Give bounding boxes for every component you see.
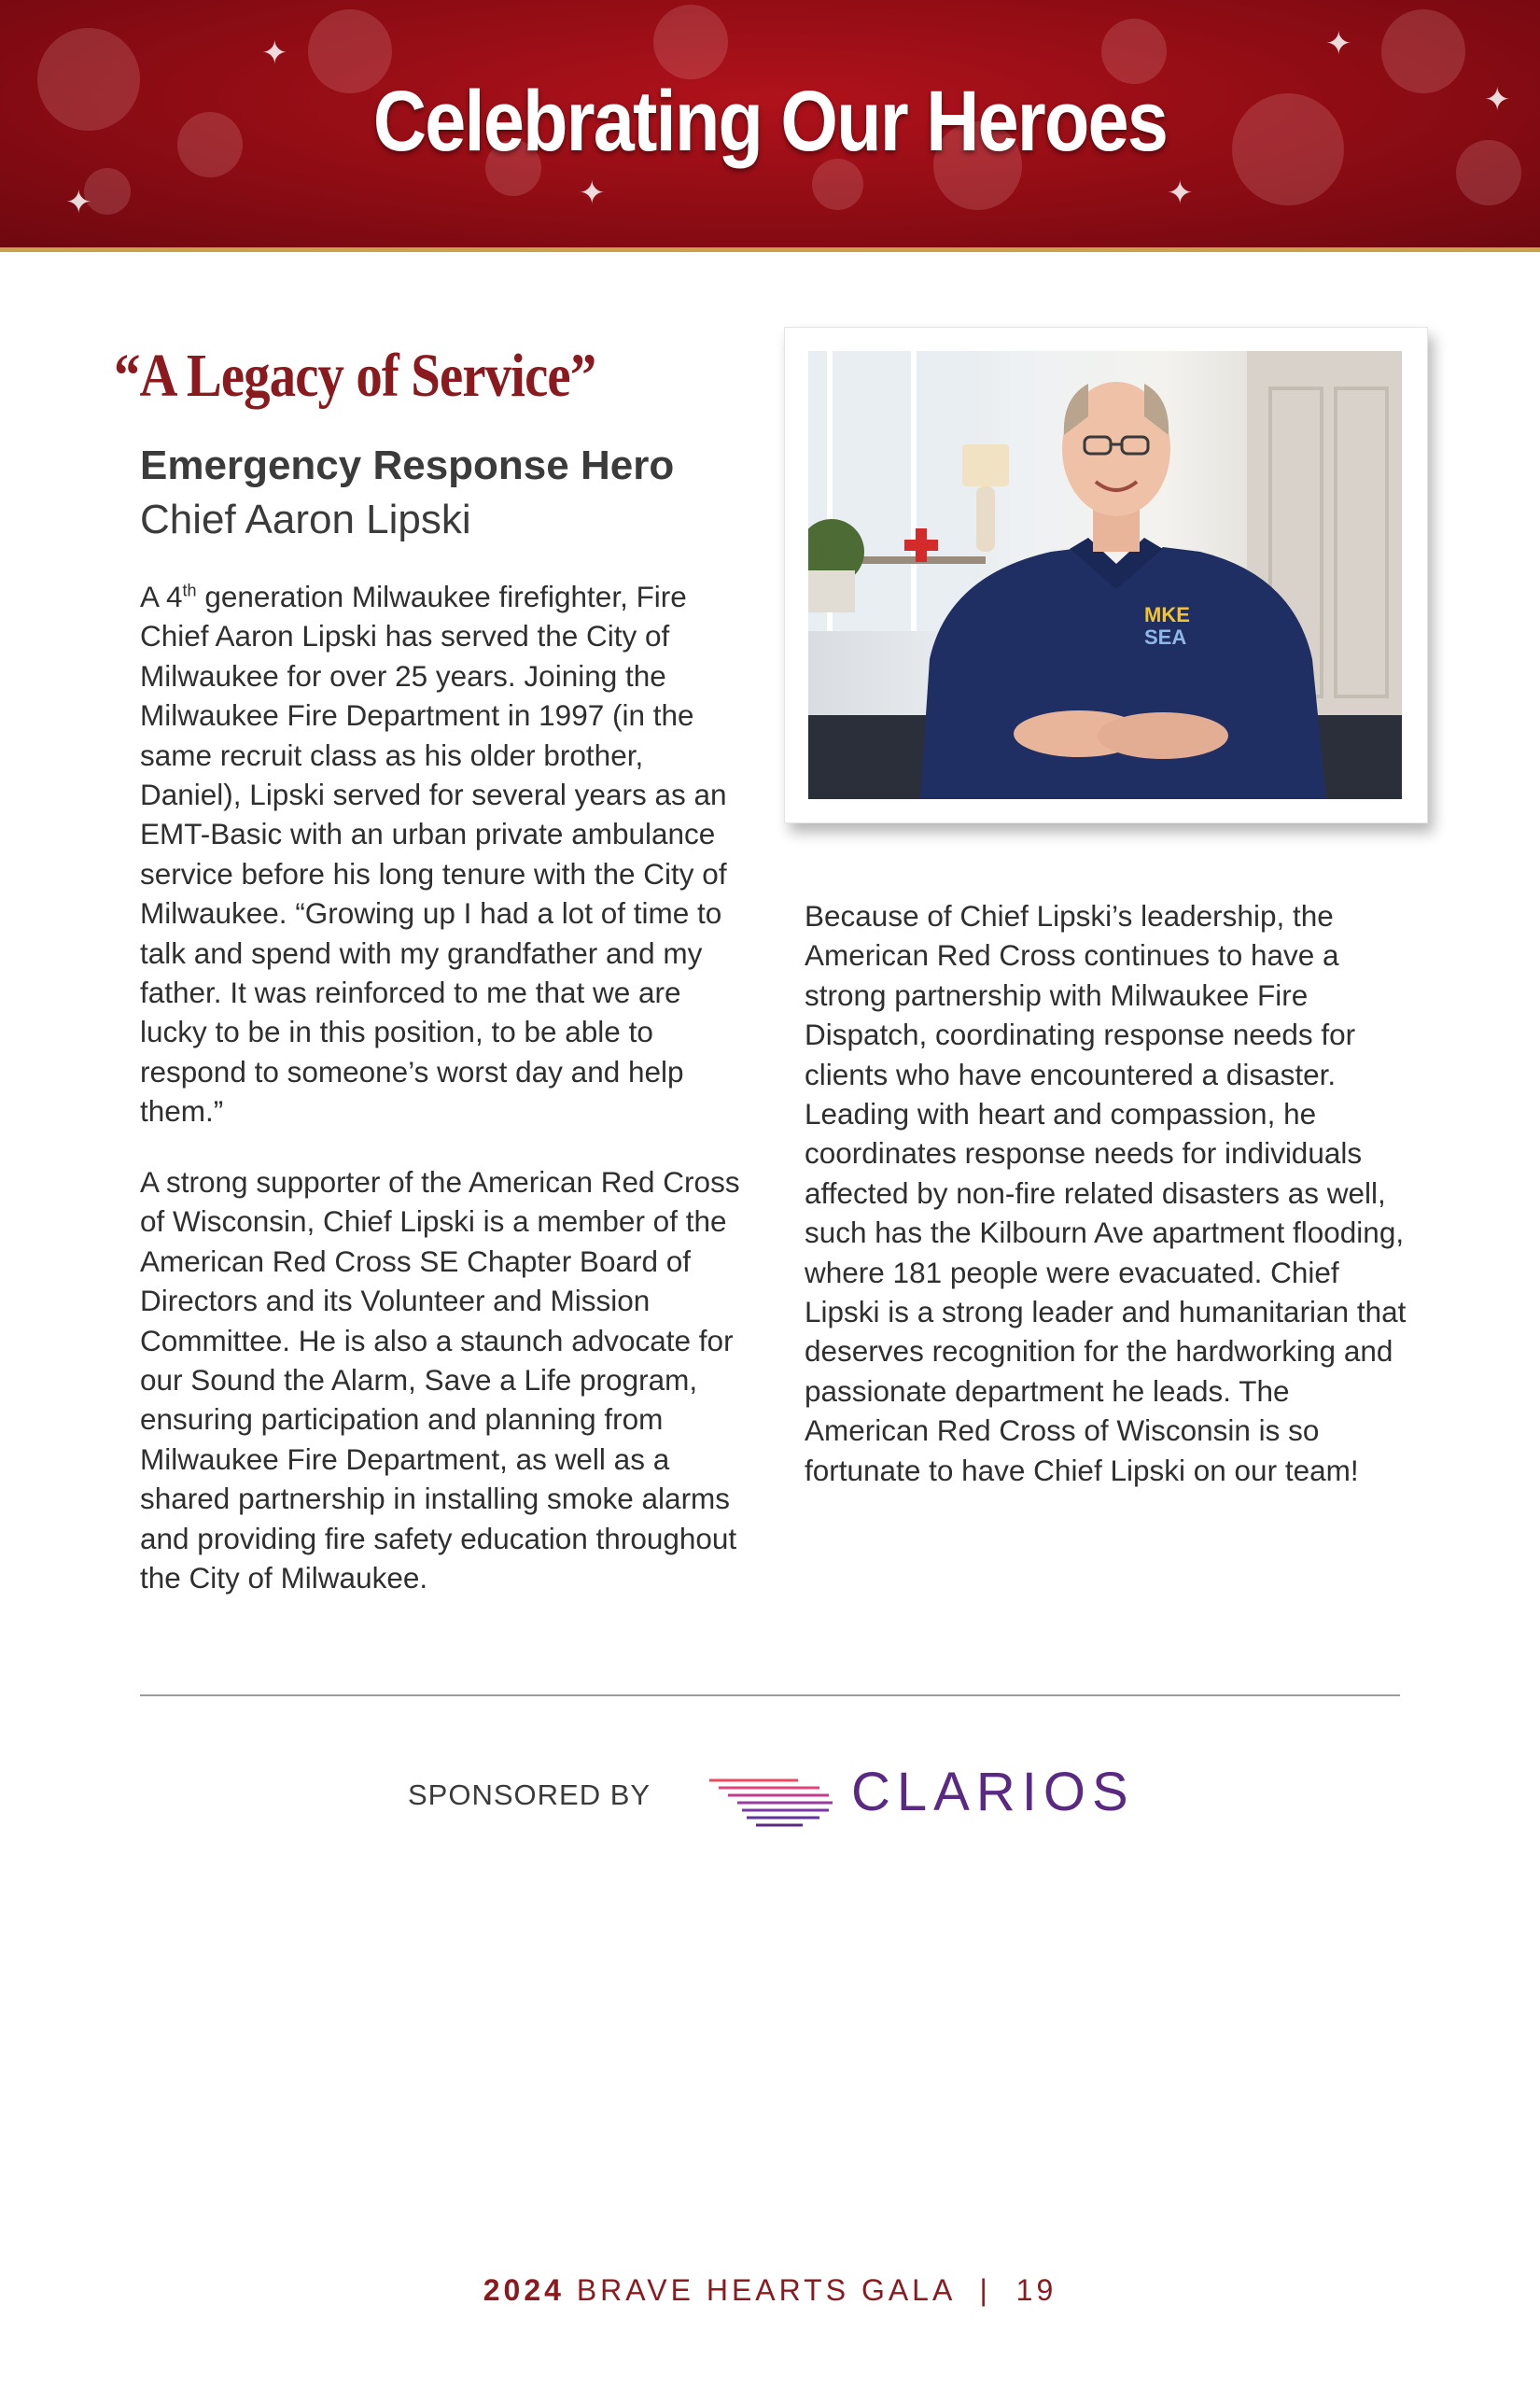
sponsored-by-label: SPONSORED BY [408,1778,651,1811]
page-number: 19 [1015,2273,1057,2307]
honoree-category: Emergency Response Hero [140,443,675,488]
sparkle-icon: ✦ [261,35,288,71]
body-paragraph-3 [805,896,1411,1490]
portrait-photo [808,351,1402,799]
sponsor-name: CLARIOS [851,1762,1135,1822]
paragraph-3-text: Because of Chief Lipski’s leadership, the American Red Cross continues to have a strong partnership with Milwaukee Fire Dispatch, coordinating response needs for clients who have encountered a disaster. Leading with heart and compassion, he coordinates response needs for individuals affected by non-fire related disasters as well, such has the Kilbourn Ave apartment flooding, where 181 people were evacuated. Chief Lipski is a strong leader and humanitarian that deserves recognition for the hardworking and passionate department he leads. The American Red Cross of Wisconsin is so fortunate to have Chief Lipski on our team! [805,899,1407,1487]
sparkle-icon: ✦ [65,185,92,220]
footer-separator: | [979,2273,991,2307]
ordinal-number: A 4 [140,580,183,613]
ordinal-suffix: th [182,581,197,600]
sparkle-icon: ✦ [1484,82,1511,118]
banner-gold-rule [0,247,1540,252]
honoree-name: Chief Aaron Lipski [140,497,471,542]
body-paragraph-2 [140,1162,742,1597]
page-footer [0,2273,1540,2308]
footer-year: 2024 [483,2273,565,2307]
sparkle-icon: ✦ [1325,26,1352,62]
body-paragraph-1 [140,577,742,1131]
shirt-logo-line1: MKE [1144,603,1190,626]
banner-title: Celebrating Our Heroes [372,74,1168,169]
shirt-logo-line2: SEA [1144,625,1187,649]
portrait-photo-frame [784,327,1428,823]
clarios-logo-icon [709,1769,840,1839]
sparkle-icon: ✦ [579,176,606,211]
sparkle-icon: ✦ [1167,176,1194,211]
footer-event: BRAVE HEARTS GALA [576,2273,955,2307]
paragraph-1-text: generation Milwaukee firefighter, Fire Chief Aaron Lipski has served the City of Milwaukee for over 25 years. Joining the Milwaukee Fire Department in 1997 (in the same recruit class as his older brother, Daniel), Lipski served for several years as an EMT-Basic with an urban private ambulance service before his long tenure with the City of Milwaukee. “Growing up I had a lot of time to talk and spend with my grandfather and my father. It was reinforced to me that we are lucky to be in this position, to be able to respond to someone’s worst day and help them.” [140,580,727,1129]
paragraph-2-text: A strong supporter of the American Red Cross of Wisconsin, Chief Lipski is a member of the American Red Cross SE Chapter Board of Directors and its Volunteer and Mission Committee. He is also a staunch advocate for our Sound the Alarm, Save a Life program, ensuring participation and planning from Milwaukee Fire Department, as well as a shared partnership in installing smoke alarms and providing fire safety education throughout the City of Milwaukee. [140,1165,740,1595]
section-divider [140,1694,1400,1696]
article-headline: “A Legacy of Service” [114,342,596,410]
header-banner [0,0,1540,247]
